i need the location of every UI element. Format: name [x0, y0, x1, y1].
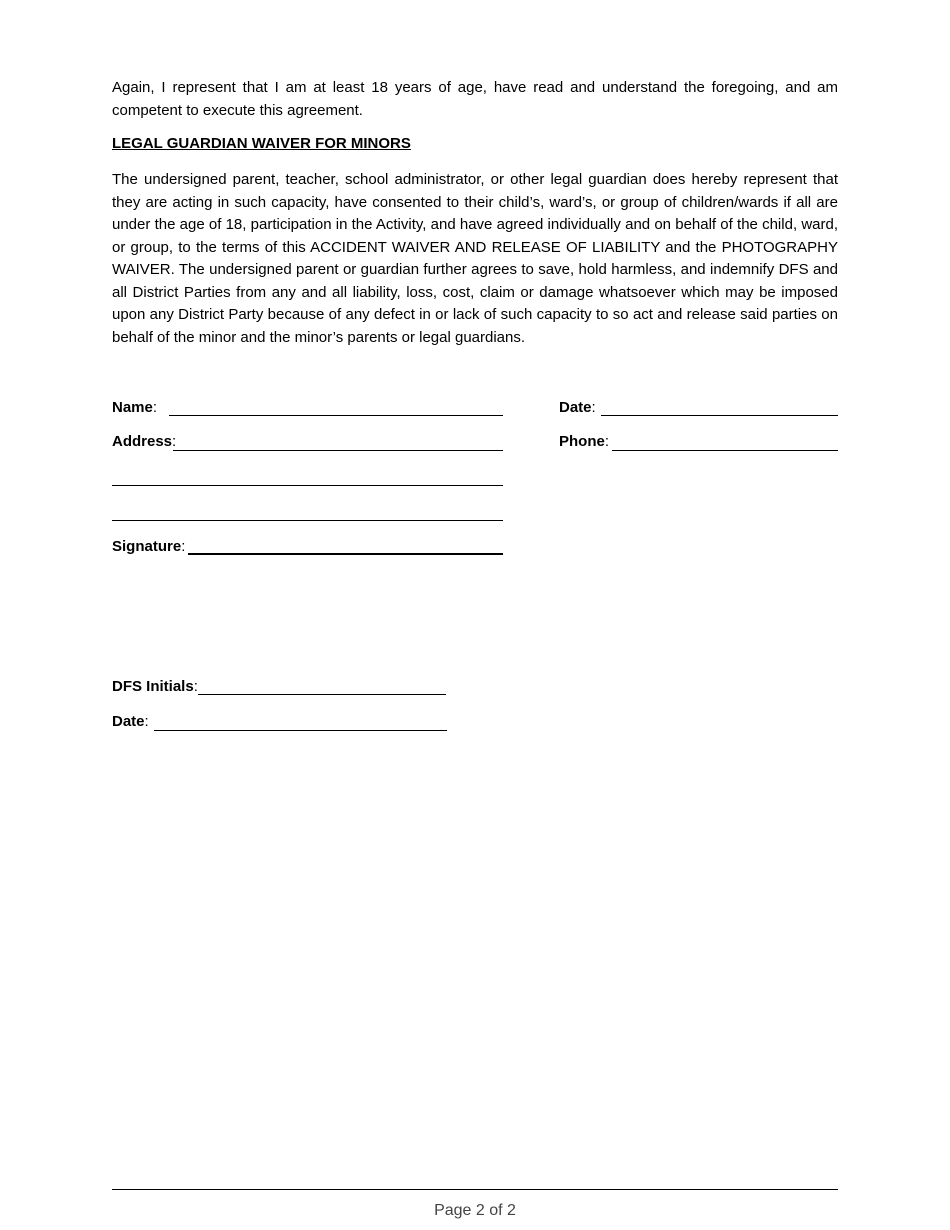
phone-label: Phone:: [559, 433, 610, 450]
section-heading: LEGAL GUARDIAN WAIVER FOR MINORS: [112, 135, 411, 152]
date-field[interactable]: [601, 415, 838, 416]
page-number: Page 2 of 2: [434, 1202, 516, 1219]
address-field-line-2[interactable]: [112, 485, 503, 486]
footer-divider: [112, 1189, 838, 1190]
address-label: Address:: [112, 433, 177, 450]
address-field-line-3[interactable]: [112, 520, 503, 521]
office-date-label: Date:: [112, 713, 149, 730]
name-field[interactable]: [169, 415, 503, 416]
phone-field[interactable]: [612, 450, 838, 451]
signature-field[interactable]: [188, 553, 503, 555]
office-date-field[interactable]: [154, 730, 447, 731]
intro-paragraph: Again, I represent that I am at least 18 years of age, have read and understand the foregoing, and am competent to execute this agreement.: [112, 79, 838, 119]
address-field-line-1[interactable]: [173, 450, 503, 451]
signature-label: Signature:: [112, 538, 186, 555]
guardian-paragraph: The undersigned parent, teacher, school administrator, or other legal guardian does hereby represent that they are acting in such capacity, have consented to their child’s, ward’s, or group of children/wards if all are under the age of 18, participation in the Activity, and have agreed individually and on behalf of the child, ward, or group, to the terms of this ACCIDENT WAIVER AND RELEASE OF LIABILITY and the PHOTOGRAPHY WAIVER. The undersigned parent or guardian further agrees to save, hold harmless, and indemnify DFS and all District Parties from any and all liability, loss, cost, claim or damage whatsoever which may be imposed upon any District Party because of any defect in or lack of such capacity to so act and release said parties on behalf of the minor and the minor’s parents or legal guardians.: [112, 171, 838, 346]
date-label: Date:: [559, 399, 596, 416]
dfs-initials-label: DFS Initials:: [112, 678, 198, 695]
name-label: Name:: [112, 399, 158, 416]
dfs-initials-field[interactable]: [198, 694, 446, 695]
